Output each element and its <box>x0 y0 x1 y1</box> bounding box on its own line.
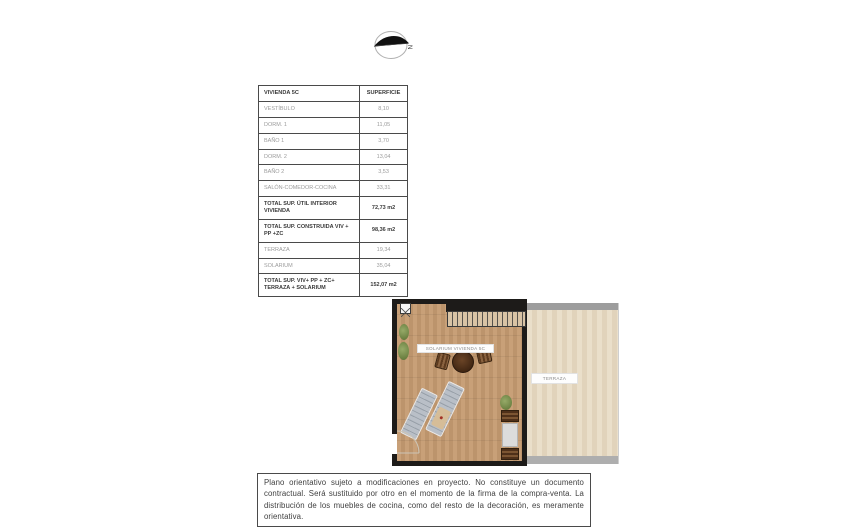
room-area-value: 35,04 <box>360 258 408 274</box>
disclaimer-text: Plano orientativo sujeto a modificaciones en proyecto. No constituye un documento contractual. Será sustituido por otro en el momento de la firma de la compra-venta. La distribución de los muebles de cocina, como del resto de la decoración, es meramente orientativa. <box>264 478 584 521</box>
compass-north-label: N <box>406 45 412 50</box>
room-label: TERRAZA <box>259 242 360 258</box>
room-label: DORM. 1 <box>259 117 360 133</box>
table-row <box>259 165 408 181</box>
plant-icon <box>398 342 409 360</box>
room-label: VESTÍBULO <box>259 101 360 117</box>
area-table-header-row <box>259 86 408 102</box>
room-area-value: 11,05 <box>360 117 408 133</box>
room-label: TOTAL SUP. VIV+ PP + ZC+ TERRAZA + SOLARIUM <box>259 274 360 297</box>
terraza-label: TERRAZA <box>531 373 578 384</box>
towel-detail <box>439 416 443 420</box>
terraza-parapet-top <box>527 303 618 310</box>
bench-icon <box>501 410 519 460</box>
north-compass-icon <box>372 26 414 64</box>
bench-slats <box>501 448 519 460</box>
table-row <box>259 258 408 274</box>
area-table-header-dwelling: VIVIENDA 5C <box>259 86 360 102</box>
room-label: TOTAL SUP. ÚTIL INTERIOR VIVIENDA <box>259 197 360 220</box>
room-label: SOLARIUM <box>259 258 360 274</box>
room-area-value: 72,73 m2 <box>360 197 408 220</box>
table-row <box>259 242 408 258</box>
area-table-body <box>259 101 408 296</box>
table-row <box>259 197 408 220</box>
room-label: BAÑO 1 <box>259 133 360 149</box>
bench-slats <box>501 410 519 422</box>
terraza-parapet-bottom <box>527 456 618 464</box>
area-table-header-surface: SUPERFICIE <box>360 86 408 102</box>
room-label: TOTAL SUP. CONSTRUIDA VIV + PP +ZC <box>259 219 360 242</box>
room-label: SALÓN-COMEDOR-COCINA <box>259 181 360 197</box>
room-area-value: 3,53 <box>360 165 408 181</box>
disclaimer-box <box>257 473 591 527</box>
table-row <box>259 117 408 133</box>
room-label: BAÑO 2 <box>259 165 360 181</box>
room-area-value: 8,10 <box>360 101 408 117</box>
room-area-value: 98,36 m2 <box>360 219 408 242</box>
room-area-value: 13,04 <box>360 149 408 165</box>
solarium-room-label: SOLARIUM VIVIENDA 5C <box>417 344 494 353</box>
table-row <box>259 181 408 197</box>
room-area-value: 3,70 <box>360 133 408 149</box>
table-row <box>259 219 408 242</box>
staircase-icon <box>447 311 526 327</box>
room-area-value: 152,07 m2 <box>360 274 408 297</box>
table-row <box>259 101 408 117</box>
table-row <box>259 149 408 165</box>
table-row <box>259 133 408 149</box>
door-swing-icon <box>396 430 420 454</box>
bench-cushion <box>502 423 518 447</box>
dining-table-icon <box>452 351 474 373</box>
skylight-symbol-icon <box>400 303 411 314</box>
plant-icon <box>500 395 512 410</box>
floor-plan <box>390 296 620 468</box>
room-area-value: 33,31 <box>360 181 408 197</box>
area-table <box>258 85 408 297</box>
plant-icon <box>399 324 409 340</box>
room-label: DORM. 2 <box>259 149 360 165</box>
table-row <box>259 274 408 297</box>
room-area-value: 19,34 <box>360 242 408 258</box>
